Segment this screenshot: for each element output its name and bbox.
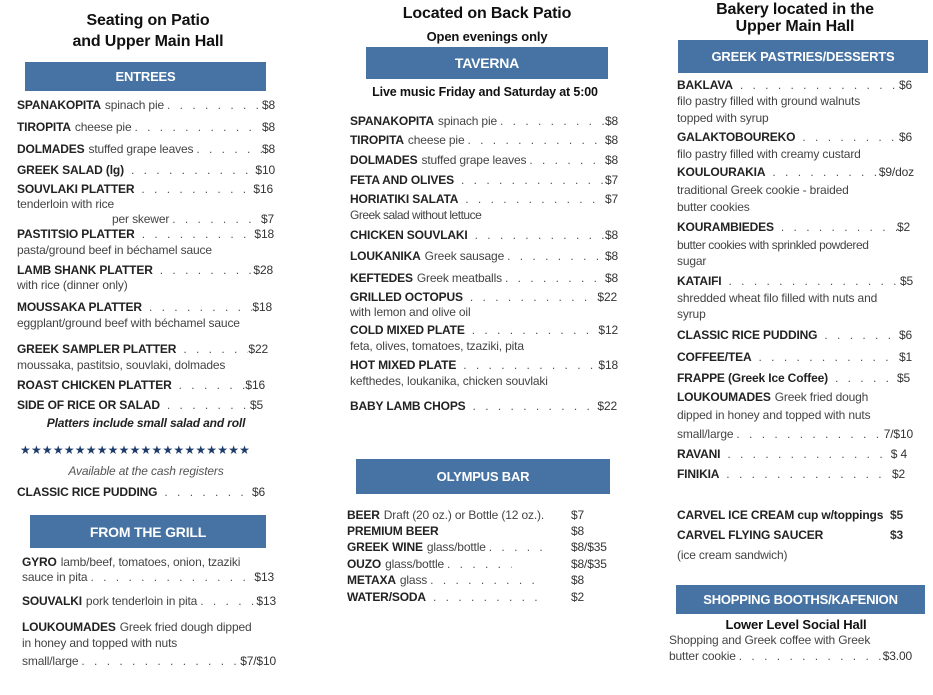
item-name: CARVEL ICE CREAM cup w/toppings <box>677 508 884 522</box>
item-price: $8/$35 <box>571 540 607 554</box>
item-name: OUZO <box>347 557 382 571</box>
item-name: CLASSIC RICE PUDDING <box>17 485 158 499</box>
item-desc: small/large <box>22 654 79 668</box>
bar-item <box>347 524 612 539</box>
item-price: $2 <box>896 220 910 234</box>
menu-item <box>22 620 276 635</box>
item-name: LOUKANIKA <box>350 249 421 263</box>
item-price: $18 <box>598 358 618 372</box>
item-desc: with lemon and olive oil <box>350 305 471 319</box>
pastries-header: GREEK PASTRIES/DESSERTS <box>678 40 928 73</box>
item-price: $16 <box>245 378 265 392</box>
bar-item <box>347 573 612 588</box>
menu-item <box>677 328 912 343</box>
item-price: $7 <box>571 508 585 522</box>
menu-item <box>17 300 272 315</box>
item-price: $3.00 <box>882 649 912 663</box>
menu-item <box>350 399 617 414</box>
item-name: RAVANI <box>677 447 721 461</box>
bar-item <box>347 557 612 572</box>
menu-item <box>677 165 914 180</box>
item-name: SPANAKOPITA <box>350 114 434 128</box>
item-price: $8 <box>571 573 585 587</box>
shopping-location: Lower Level Social Hall <box>725 617 867 632</box>
item-desc: dipped in honey and topped with nuts <box>677 408 871 422</box>
item-desc: pasta/ground beef in béchamel sauce <box>17 243 212 257</box>
item-name: GRILLED OCTOPUS <box>350 290 463 304</box>
item-name: FETA AND OLIVES <box>350 173 454 187</box>
item-name: BABY LAMB CHOPS <box>350 399 466 413</box>
middle-subtitle: Open evenings only <box>426 29 548 44</box>
item-name: KOULOURAKIA <box>677 165 766 179</box>
item-desc: kefthedes, loukanika, chicken souvlaki <box>350 374 548 388</box>
menu-item <box>17 485 265 500</box>
item-name: SIDE OF RICE OR SALAD <box>17 398 160 412</box>
item-name: COFFEE/TEA <box>677 350 752 364</box>
item-price: $8 <box>604 114 618 128</box>
item-desc: butter cookies with sprinkled powdered <box>677 238 869 252</box>
menu-item <box>17 263 273 278</box>
item-desc: Greek fried dough dipped <box>119 620 252 634</box>
item-price: $13 <box>256 594 276 608</box>
menu-item <box>350 192 618 207</box>
item-price: $ 4 <box>890 447 907 461</box>
item-name: GALAKTOBOUREKO <box>677 130 796 144</box>
item-desc: glass <box>399 573 428 587</box>
right-title-line2: Upper Main Hall <box>735 18 855 35</box>
item-name: LOUKOUMADES <box>22 620 116 634</box>
item-name: LAMB SHANK PLATTER <box>17 263 153 277</box>
item-price: $8 <box>604 228 618 242</box>
item-price: $8 <box>604 133 618 147</box>
item-desc: butter cookies <box>677 200 750 214</box>
menu-item <box>350 133 618 148</box>
olympus-bar-header: OLYMPUS BAR <box>356 459 610 494</box>
item-price: $6 <box>898 130 912 144</box>
menu-item <box>350 290 617 305</box>
item-price: $7/$10 <box>240 654 276 668</box>
item-price: $8 <box>604 271 618 285</box>
item-name: HOT MIXED PLATE <box>350 358 457 372</box>
menu-item <box>677 371 910 386</box>
menu-item <box>350 271 618 286</box>
menu-item <box>350 323 618 338</box>
item-price: $7 <box>260 212 274 226</box>
item-price: $5 <box>889 508 903 522</box>
menu-item <box>17 98 275 113</box>
menu-item-line <box>22 654 276 669</box>
live-music-note: Live music Friday and Saturday at 5:00 <box>372 85 598 99</box>
item-desc: butter cookie <box>669 649 736 663</box>
right-title-line1: Bakery located in the <box>716 1 874 18</box>
item-desc: feta, olives, tomatoes, tzaziki, pita <box>350 339 524 353</box>
item-desc: small/large <box>677 427 734 441</box>
item-price: $22 <box>597 290 617 304</box>
item-name: KOURAMBIEDES <box>677 220 774 234</box>
item-desc: syrup <box>677 307 706 321</box>
menu-item <box>677 274 913 289</box>
item-price: $8 <box>261 98 275 112</box>
item-desc: filo pastry filled with creamy custard <box>677 147 861 161</box>
item-name: GREEK SAMPLER PLATTER <box>17 342 177 356</box>
menu-item <box>17 378 265 393</box>
item-price: $2 <box>571 590 585 604</box>
menu-item <box>677 220 910 235</box>
item-price: $7 <box>604 192 618 206</box>
item-name: GYRO <box>22 555 57 569</box>
item-name: MOUSSAKA PLATTER <box>17 300 142 314</box>
item-price: $5 <box>249 398 263 412</box>
item-price: $8 <box>571 524 585 538</box>
item-name: COLD MIXED PLATE <box>350 323 465 337</box>
item-desc: Greek sausage <box>424 249 505 263</box>
item-price: $3 <box>889 528 903 542</box>
bar-item <box>347 508 612 523</box>
bar-item <box>347 590 612 605</box>
item-price: $6 <box>898 328 912 342</box>
item-name: CLASSIC RICE PUDDING <box>677 328 818 342</box>
item-desc: glass/bottle <box>385 557 444 571</box>
item-price: $13 <box>254 570 274 584</box>
item-price: $2 <box>891 467 905 481</box>
item-price: $8 <box>261 120 275 134</box>
grill-header: FROM THE GRILL <box>30 515 266 548</box>
item-desc: topped with syrup <box>677 111 769 125</box>
menu-item <box>22 555 274 570</box>
item-name: BEER <box>347 508 380 522</box>
item-price: $8 <box>604 153 618 167</box>
menu-item <box>17 342 268 357</box>
item-desc: eggplant/ground beef with béchamel sauce <box>17 316 240 330</box>
item-desc: filo pastry filled with ground walnuts <box>677 94 861 108</box>
item-desc: in honey and topped with nuts <box>22 636 178 650</box>
item-desc: glass/bottle <box>426 540 486 554</box>
menu-item <box>350 249 618 264</box>
item-desc: traditional Greek cookie - braided <box>677 183 849 197</box>
item-name: FINIKIA <box>677 467 720 481</box>
shopping-desc: Shopping and Greek coffee with Greek <box>669 633 871 647</box>
item-price: $10 <box>255 163 275 177</box>
item-name: PASTITSIO PLATTER <box>17 227 135 241</box>
item-name: METAXA <box>347 573 396 587</box>
item-desc: lamb/beef, tomatoes, onion, tzaziki <box>60 555 241 569</box>
item-name: CARVEL FLYING SAUCER <box>677 528 824 542</box>
menu-item <box>677 528 907 543</box>
item-name: BAKLAVA <box>677 78 733 92</box>
menu-item <box>677 78 912 93</box>
menu-item <box>17 182 273 197</box>
menu-item <box>350 114 618 129</box>
item-desc: (ice cream sandwich) <box>677 548 788 562</box>
item-desc: with rice (dinner only) <box>17 278 128 292</box>
item-price: $8 <box>261 142 275 156</box>
item-name: DOLMADES <box>17 142 85 156</box>
menu-item-line <box>677 427 913 442</box>
menu-item <box>17 163 275 178</box>
item-price: $5 <box>896 371 910 385</box>
item-desc: shredded wheat filo filled with nuts and <box>677 291 878 305</box>
item-price: $22 <box>597 399 617 413</box>
star-divider: ★★★★★★★★★★★★★★★★★★★★★ <box>20 443 251 457</box>
item-name: PREMIUM BEER <box>347 524 439 538</box>
item-desc: sugar <box>677 254 707 268</box>
item-desc: spinach pie <box>437 114 497 128</box>
item-price: $28 <box>253 263 273 277</box>
menu-item <box>17 398 263 413</box>
item-name: SOUVALKI <box>22 594 82 608</box>
menu-item <box>350 228 618 243</box>
item-name: KATAIFI <box>677 274 722 288</box>
menu-item <box>17 142 275 157</box>
item-desc: pork tenderloin in pita <box>85 594 198 608</box>
item-price: $9/doz <box>878 165 914 179</box>
item-name: ROAST CHICKEN PLATTER <box>17 378 172 392</box>
platters-note: Platters include small salad and roll <box>46 416 246 430</box>
item-name: LOUKOUMADES <box>677 390 771 404</box>
menu-item <box>677 390 913 405</box>
item-name: CHICKEN SOUVLAKI <box>350 228 468 242</box>
item-price: $8/$35 <box>571 557 607 571</box>
left-title-line2: and Upper Main Hall <box>72 33 224 50</box>
item-desc: sauce in pita <box>22 570 88 584</box>
item-desc: Greek fried dough <box>774 390 869 404</box>
item-name: HORIATIKI SALATA <box>350 192 459 206</box>
left-title-line1: Seating on Patio <box>86 12 210 29</box>
item-name: TIROPITA <box>350 133 404 147</box>
entrees-header: ENTREES <box>25 62 266 91</box>
menu-item <box>350 358 618 373</box>
item-price: $7 <box>604 173 618 187</box>
item-desc: stuffed grape leaves <box>88 142 194 156</box>
item-price: $18 <box>254 227 274 241</box>
menu-item <box>677 447 907 462</box>
menu-item <box>22 594 276 609</box>
menu-item <box>17 120 275 135</box>
menu-item <box>669 649 912 664</box>
item-price: $12 <box>598 323 618 337</box>
item-price: $6 <box>898 78 912 92</box>
item-price: $8 <box>604 249 618 263</box>
item-name: TIROPITA <box>17 120 71 134</box>
item-price: $18 <box>252 300 272 314</box>
shopping-header: SHOPPING BOOTHS/KAFENION <box>676 585 925 614</box>
item-price: 7/$10 <box>883 427 913 441</box>
item-name: FRAPPE (Greek Ice Coffee) <box>677 371 828 385</box>
item-price: $1 <box>898 350 912 364</box>
item-desc: Draft (20 oz.) or Bottle (12 oz.). <box>383 508 545 522</box>
cash-register-note: Available at the cash registers <box>68 464 224 478</box>
item-desc: tenderloin with rice <box>17 197 115 211</box>
menu-item-sub <box>112 212 274 227</box>
item-desc: moussaka, pastitsio, souvlaki, dolmades <box>17 358 226 372</box>
menu-item <box>677 350 912 365</box>
item-name: GREEK SALAD (lg) <box>17 163 124 177</box>
bar-item <box>347 540 612 555</box>
item-price: $22 <box>248 342 268 356</box>
menu-item <box>677 467 905 482</box>
menu-item <box>677 508 907 523</box>
item-price: $16 <box>253 182 273 196</box>
item-desc: cheese pie <box>74 120 132 134</box>
item-price: $6 <box>251 485 265 499</box>
item-desc: Greek meatballs <box>416 271 502 285</box>
menu-item <box>350 153 618 168</box>
menu-item <box>17 227 274 242</box>
item-name: DOLMADES <box>350 153 418 167</box>
menu-item-line <box>22 570 274 585</box>
item-price: $5 <box>899 274 913 288</box>
item-name: SOUVLAKI PLATTER <box>17 182 135 196</box>
item-desc: cheese pie <box>407 133 465 147</box>
item-name: SPANAKOPITA <box>17 98 101 112</box>
item-desc: spinach pie <box>104 98 164 112</box>
item-sub-label: per skewer <box>112 212 170 226</box>
menu-item <box>350 173 618 188</box>
item-name: KEFTEDES <box>350 271 413 285</box>
taverna-header: TAVERNA <box>366 47 608 79</box>
item-name: WATER/SODA <box>347 590 426 604</box>
item-desc: Greek salad without lettuce <box>350 208 482 222</box>
item-name: GREEK WINE <box>347 540 423 554</box>
middle-title: Located on Back Patio <box>402 5 572 22</box>
menu-item <box>677 130 912 145</box>
item-desc: stuffed grape leaves <box>421 153 527 167</box>
